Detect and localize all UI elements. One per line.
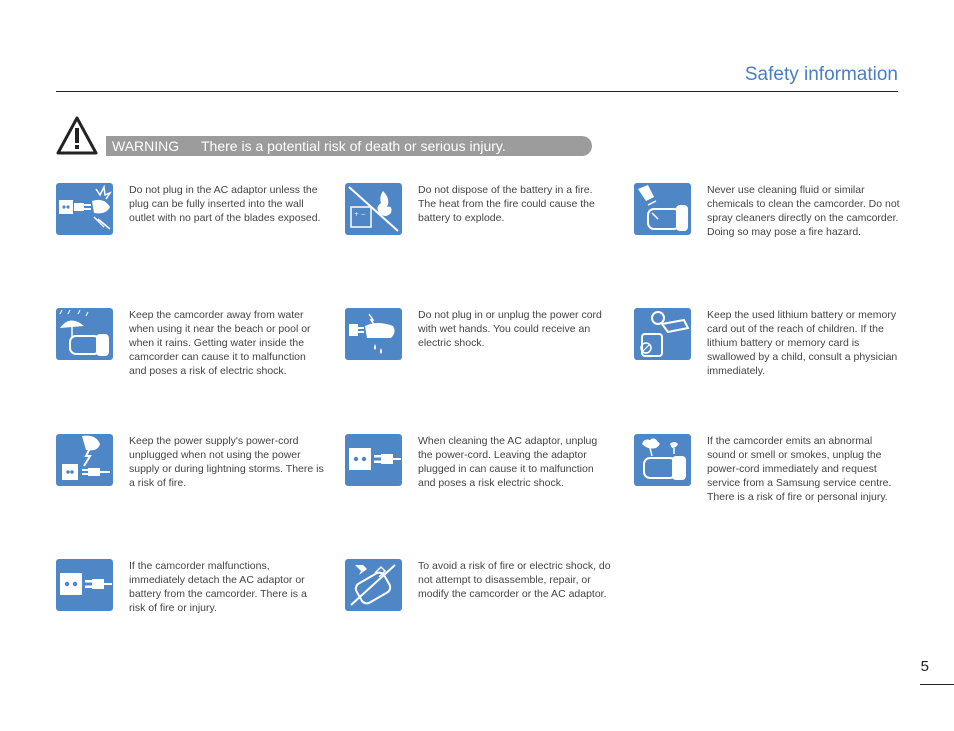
warning-label: WARNING: [112, 138, 180, 154]
child-battery-icon: [634, 308, 691, 360]
safety-item-3: [634, 183, 904, 293]
detach-plug-icon: [56, 559, 113, 611]
smoke-camcorder-icon: [634, 434, 691, 486]
warning-bar: [106, 136, 592, 156]
safety-item-text: Do not plug in the AC adaptor unless the plug can be fully inserted into the wall outlet with no part of the blades exposed.: [129, 184, 321, 224]
safety-item-text: Keep the used lithium battery or memory card out of the reach of children. If the lithium battery or memory card is swallowed by a child, consult a physician immediately.: [707, 309, 898, 377]
safety-item-text: When cleaning the AC adaptor, unplug the power-cord. Leaving the adaptor plugged in can cause it to malfunction and poses a risk electric shock.: [418, 435, 598, 489]
svg-text:+ −: + −: [354, 211, 366, 218]
safety-item-7: [56, 434, 326, 544]
warning-banner: [56, 116, 546, 156]
battery-fire-prohibited-icon: [345, 183, 402, 235]
title-divider: [56, 91, 898, 92]
safety-item-10: [56, 559, 326, 669]
warning-text: There is a potential risk of death or serious injury.: [201, 138, 506, 154]
disassemble-prohibited-icon: [345, 559, 402, 611]
safety-item-text: Do not dispose of the battery in a fire. The heat from the fire could cause the battery to explode.: [418, 184, 595, 224]
page-number-divider: [920, 684, 954, 685]
page-title: Safety information: [744, 64, 898, 85]
safety-item-5: [345, 308, 615, 418]
plug-outlet-spark-icon: [56, 183, 113, 235]
spray-cleaner-camcorder-icon: [634, 183, 691, 235]
rain-umbrella-camcorder-icon: [56, 308, 113, 360]
safety-item-text: Keep the power supply's power-cord unplugged when not using the power supply or during lightning storms. There is a risk of fire.: [129, 435, 324, 489]
safety-item-2: [345, 183, 615, 293]
lightning-unplug-icon: [56, 434, 113, 486]
safety-item-text: If the camcorder emits an abnormal sound or smell or smokes, unplug the power-cord immediately and request service from a Samsung service centre. There is a risk of fire or personal injury.: [707, 435, 892, 503]
safety-item-text: Do not plug in or unplug the power cord with wet hands. You could receive an electric shock.: [418, 309, 602, 349]
safety-item-6: [634, 308, 904, 418]
page-number: 5: [920, 658, 929, 675]
safety-item-4: [56, 308, 326, 418]
safety-item-text: If the camcorder malfunctions, immediately detach the AC adaptor or battery from the camcorder. There is a risk of fire or injury.: [129, 560, 307, 614]
safety-item-9: [634, 434, 904, 544]
warning-triangle-icon: [56, 116, 98, 156]
safety-item-8: [345, 434, 615, 544]
safety-item-1: [56, 183, 326, 293]
safety-item-text: Never use cleaning fluid or similar chemicals to clean the camcorder. Do not spray cleaners directly on the camcorder. Doing so may pose a fire hazard.: [707, 184, 900, 238]
safety-item-text: To avoid a risk of fire or electric shock, do not attempt to disassemble, repair, or modify the camcorder or the AC adaptor.: [418, 560, 611, 600]
wet-hand-plug-icon: [345, 308, 402, 360]
safety-item-text: Keep the camcorder away from water when using it near the beach or pool or when it rains. Getting water inside the camcorder can cause it to malfunction and poses a risk of electric shock.: [129, 309, 311, 377]
safety-item-11: [345, 559, 615, 669]
unplug-cleaning-icon: [345, 434, 402, 486]
